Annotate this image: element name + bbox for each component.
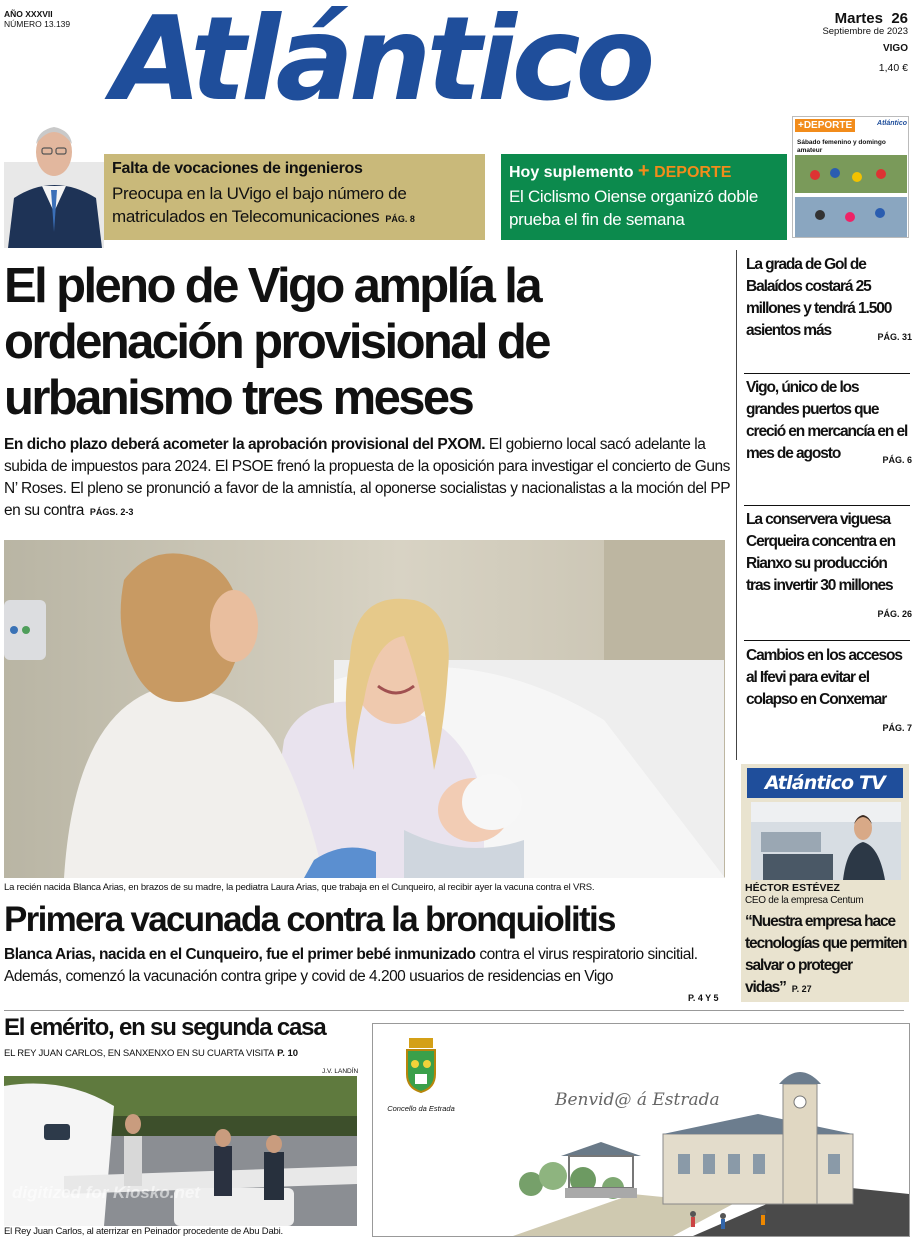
side-column-divider — [736, 250, 737, 760]
supplement-cover-brand: +DEPORTE — [795, 119, 855, 132]
interview-page: P. 27 — [791, 984, 812, 994]
side-story-3[interactable] — [746, 509, 912, 625]
price-label: 1,40 € — [878, 61, 908, 74]
main-headline[interactable]: El pleno de Vigo amplía la ordenación provisional de urbanismo tres meses — [4, 259, 549, 425]
emeritus-caption: El Rey Juan Carlos, al aterrizar en Peinador procedente de Abu Dabi. — [4, 1226, 283, 1237]
side-story-3-text: La conservera viguesa Cerqueira concentra en Rianxo su producción tras invertir 30 millones — [746, 511, 895, 594]
vaccine-lead-text: contra el virus respiratorio sincitial. Además, comenzó la vacunación contra gripe y covid de 4.200 usuarios de residencias en Vigo — [4, 946, 698, 985]
section-divider — [4, 1010, 904, 1011]
day-number: 26 — [891, 10, 908, 27]
side-story-4-page: PÁG. 7 — [882, 723, 912, 733]
side-story-2[interactable] — [746, 377, 912, 471]
supplement-brand: DEPORTE — [654, 164, 732, 181]
vaccine-lead-bold: Blanca Arias, nacida en el Cunqueiro, fue el primer bebé inmunizado — [4, 946, 476, 963]
interviewee-role: CEO de la empresa Centum — [745, 895, 864, 906]
estrada-illustration — [513, 1064, 909, 1236]
date-block — [812, 10, 908, 74]
side-divider — [744, 505, 910, 506]
side-story-1-page: PÁG. 31 — [877, 332, 912, 342]
atlantico-tv-box[interactable] — [741, 764, 909, 1002]
supplement-prefix: Hoy suplemento — [509, 164, 634, 181]
photo-credit: J.V. LANDÍN — [322, 1068, 359, 1075]
side-divider — [744, 373, 910, 374]
emeritus-page: P. 10 — [277, 1048, 299, 1059]
main-lead-text: El gobierno local sacó adelante la subida de impuestos para 2024. El PSOE frenó la propuesta de la oposición para investigar el concierto de Guns N’ Roses. El pleno se pronunció a favor de la amnistía, al oponerse socialistas y nacionalistas a la moción del PP en su contra — [4, 436, 730, 519]
teaser-text: Preocupa en la UVigo el bajo número de matriculados en Telecomunicaciones — [112, 184, 407, 226]
month-year: Septiembre de 2023 — [822, 26, 908, 38]
side-story-2-text: Vigo, único de los grandes puertos que creció en mercancía en el mes de agosto — [746, 379, 908, 462]
supplement-cover-headline: Sábado femenino y domingo amateur — [797, 139, 886, 154]
supplement-text: El Ciclismo Oiense organizó doble prueba el fin de semana — [509, 187, 759, 229]
newborn-vaccine-photo — [4, 540, 725, 878]
ad-greeting: Benvid@ á Estrada — [555, 1090, 720, 1110]
teaser-kicker: Falta de vocaciones de ingenieros — [112, 160, 363, 177]
interview-quote: “Nuestra empresa hace tecnologías que permiten salvar o proteger vidas” — [745, 913, 907, 996]
vaccine-headline[interactable]: Primera vacunada contra la bronquiolitis — [4, 900, 615, 939]
engineer-portrait-photo — [4, 112, 104, 248]
year-label: AÑO XXXVII — [4, 9, 53, 19]
kiosko-watermark: digitized for Kiosko.net — [12, 1183, 200, 1202]
side-story-3-page: PÁG. 26 — [877, 609, 912, 619]
emeritus-headline[interactable]: El emérito, en su segunda casa — [4, 1014, 326, 1041]
council-name: Concello da Estrada — [387, 1104, 455, 1113]
photo-caption: La recién nacida Blanca Arias, en brazos de su madre, la pediatra Laura Arias, que trabaja en el Cunqueiro, al recibir ayer la vacuna contra el VRS. — [4, 882, 595, 893]
interviewee-name: HÉCTOR ESTÉVEZ — [745, 882, 840, 894]
king-airport-photo — [4, 1076, 357, 1226]
council-coat-of-arms-icon — [401, 1036, 441, 1094]
teaser-engineering[interactable] — [104, 154, 485, 240]
atlantico-tv-title: Atlántico TV — [747, 768, 903, 798]
emeritus-subhead: EL REY JUAN CARLOS, EN SANXENXO EN SU CUARTA VISITA — [4, 1048, 275, 1059]
teaser-page: PÁG. 8 — [385, 214, 415, 224]
supplement-cover-logo: Atlántico — [877, 120, 907, 127]
interview-photo — [751, 802, 901, 880]
city-label: VIGO — [882, 43, 908, 55]
main-lead-bold: En dicho plazo deberá acometer la aprobación provisional del PXOM. — [4, 436, 486, 453]
side-story-4-text: Cambios en los accesos al Ifevi para evitar el colapso en Conxemar — [746, 647, 902, 708]
main-page: PÁGS. 2-3 — [89, 507, 134, 517]
side-story-1[interactable] — [746, 254, 912, 348]
plus-icon: + — [637, 160, 650, 182]
side-story-4[interactable] — [746, 645, 912, 739]
vaccine-lead — [4, 944, 730, 988]
side-divider — [744, 640, 910, 641]
main-lead — [4, 434, 730, 523]
issue-info — [4, 10, 70, 30]
teaser-supplement[interactable] — [501, 154, 787, 240]
side-story-1-text: La grada de Gol de Balaídos costará 25 millones y tendrá 1.500 asientos más — [746, 256, 892, 339]
supplement-cover-thumbnail[interactable] — [792, 116, 909, 238]
vaccine-page: P. 4 Y 5 — [688, 993, 719, 1003]
newspaper-logo[interactable]: Atlántico — [112, 0, 651, 127]
issue-number: NÚMERO 13.139 — [4, 18, 71, 29]
weekday: Martes — [834, 10, 883, 27]
side-story-2-page: PÁG. 6 — [882, 455, 912, 465]
estrada-advertisement[interactable] — [372, 1023, 910, 1237]
